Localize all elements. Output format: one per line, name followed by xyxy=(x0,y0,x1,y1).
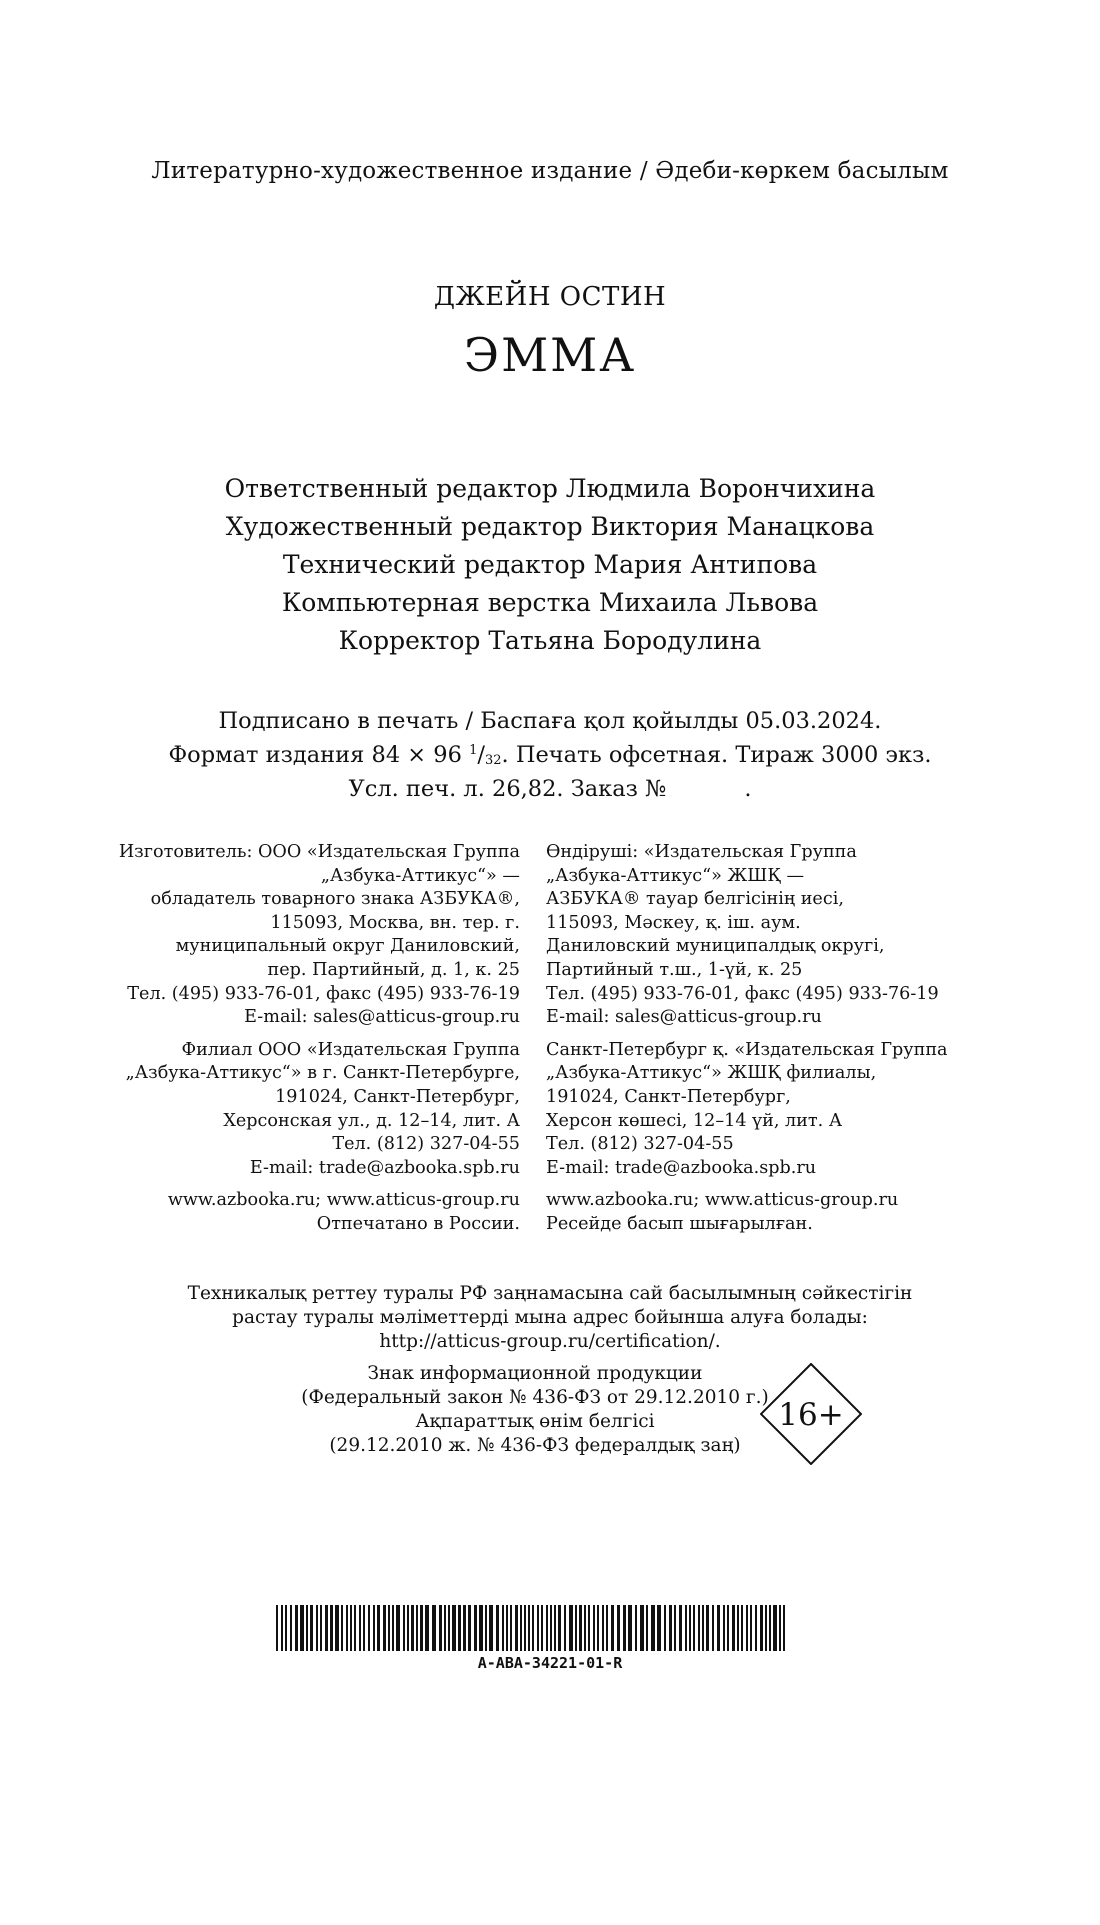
format-line xyxy=(0,736,1100,775)
barcode-bar xyxy=(444,1605,446,1651)
imprint-line: „Азбука-Аттикус“» — xyxy=(320,865,520,886)
publication-info xyxy=(0,707,1100,804)
imprint-kazakh xyxy=(546,841,1006,1237)
branch-kz xyxy=(546,1039,1006,1181)
branch-ru xyxy=(108,1039,520,1181)
barcode-bar xyxy=(377,1605,380,1651)
imprint-line: обладатель товарного знака АЗБУКА®, xyxy=(150,889,520,910)
barcode-bar xyxy=(479,1605,483,1651)
barcode-bar xyxy=(290,1605,292,1651)
barcode-bar xyxy=(306,1605,308,1651)
barcode-bar xyxy=(420,1605,423,1651)
age-rating-text: 16+ xyxy=(778,1397,844,1433)
web-kz xyxy=(546,1189,1006,1236)
barcode-bar xyxy=(310,1605,313,1651)
certification-line: http://atticus-group.ru/certification/. xyxy=(379,1331,721,1352)
barcode-bar xyxy=(416,1605,418,1651)
barcode-bar xyxy=(350,1605,352,1651)
barcode-bar xyxy=(506,1605,508,1651)
barcode-bar xyxy=(664,1605,666,1651)
barcode-bar xyxy=(698,1605,700,1651)
fraction-numerator: 1 xyxy=(469,743,478,758)
barcode-bar xyxy=(617,1605,620,1651)
barcode-bar xyxy=(554,1605,556,1651)
credits-block xyxy=(0,470,1100,660)
barcode-bar xyxy=(295,1605,298,1651)
imprint-line: Тел. (812) 327-04-55 xyxy=(546,1134,734,1155)
credit-line: Художественный редактор Виктория Манацкова xyxy=(225,512,875,541)
barcode-bar xyxy=(783,1605,785,1651)
barcode-bar xyxy=(732,1605,735,1651)
sheets-text: Усл. печ. л. 26,82. Заказ № xyxy=(348,776,667,802)
barcode-bar xyxy=(674,1605,676,1651)
imprint-line: Партийный т.ш., 1-үй, к. 25 xyxy=(546,959,803,980)
imprint-line: E-mail: trade@azbooka.spb.ru xyxy=(249,1157,520,1178)
barcode-bar xyxy=(737,1605,739,1651)
sheets-end: . xyxy=(744,776,752,802)
barcode-bar xyxy=(281,1605,283,1651)
manufacturer-ru xyxy=(108,841,520,1030)
barcode-bar xyxy=(363,1605,365,1651)
barcode-bar xyxy=(448,1605,450,1651)
format-suffix: . Печать офсетная. Тираж 3000 экз. xyxy=(501,742,932,768)
barcode-bar xyxy=(628,1605,632,1651)
imprint-line: 191024, Санкт-Петербург, xyxy=(275,1086,520,1107)
fraction-denominator: 32 xyxy=(484,753,502,768)
barcode-bar xyxy=(392,1605,394,1651)
info-sign-line: Ақпараттық өнім белгісі xyxy=(415,1411,655,1432)
barcode-bar xyxy=(550,1605,552,1651)
barcode-bar xyxy=(685,1605,687,1651)
barcode-bar xyxy=(388,1605,390,1651)
barcode-bar xyxy=(383,1605,386,1651)
barcode-bar xyxy=(646,1605,648,1651)
barcode xyxy=(274,1605,790,1651)
certification-line: растау туралы мәліметтерді мына адрес бойынша алуға болады: xyxy=(232,1307,868,1328)
barcode-bar xyxy=(689,1605,691,1651)
format-fraction: $^1/_{32}$ xyxy=(469,742,502,768)
barcode-bar xyxy=(354,1605,356,1651)
barcode-bar xyxy=(723,1605,725,1651)
barcode-bar xyxy=(452,1605,456,1651)
credit-line: Ответственный редактор Людмила Ворончихина xyxy=(224,474,876,503)
barcode-bar xyxy=(755,1605,757,1651)
barcode-bar xyxy=(712,1605,714,1651)
imprint-line: www.azbooka.ru; www.atticus-group.ru xyxy=(167,1190,520,1211)
barcode-bar xyxy=(765,1605,767,1651)
barcode-bar xyxy=(396,1605,400,1651)
imprint-russian xyxy=(108,841,520,1237)
barcode-bar xyxy=(569,1605,573,1651)
barcode-bar xyxy=(276,1605,278,1651)
imprint-line: 115093, Москва, вн. тер. г. xyxy=(270,912,520,933)
barcode-bar xyxy=(750,1605,752,1651)
barcode-bar xyxy=(463,1605,466,1651)
barcode-bar xyxy=(330,1605,333,1651)
barcode-bar xyxy=(515,1605,518,1651)
barcode-bar xyxy=(528,1605,530,1651)
certification-line: Техникалық реттеу туралы РФ заңнамасына сай басылымның сәйкестігін xyxy=(187,1283,913,1304)
barcode-bar xyxy=(359,1605,361,1651)
imprint-line: Филиал ООО «Издательская Группа xyxy=(181,1039,520,1060)
imprint-line: Ресейде басып шығарылған. xyxy=(546,1213,813,1234)
imprint-line: Өндіруші: «Издательская Группа xyxy=(546,842,857,862)
barcode-bar xyxy=(651,1605,655,1651)
barcode-bar xyxy=(741,1605,743,1651)
barcode-bar xyxy=(679,1605,682,1651)
barcode-bar xyxy=(606,1605,608,1651)
barcode-bar xyxy=(373,1605,375,1651)
barcode-bar xyxy=(439,1605,442,1651)
barcode-bar xyxy=(635,1605,637,1651)
barcode-bar xyxy=(623,1605,626,1651)
barcode-bar xyxy=(546,1605,548,1651)
barcode-bar xyxy=(537,1605,539,1651)
barcode-bar xyxy=(579,1605,582,1651)
imprint-line: www.azbooka.ru; www.atticus-group.ru xyxy=(546,1190,899,1211)
web-ru xyxy=(108,1189,520,1236)
credit-line: Компьютерная верстка Михаила Львова xyxy=(281,588,819,617)
imprint-line: „Азбука-Аттикус“» ЖШҚ — xyxy=(546,865,805,886)
info-sign-line: (Федеральный закон № 436-ФЗ от 29.12.2010 г.) xyxy=(301,1387,769,1408)
barcode-bar xyxy=(425,1605,429,1651)
imprint-line: пер. Партийный, д. 1, к. 25 xyxy=(267,959,520,980)
barcode-bar xyxy=(773,1605,777,1651)
barcode-bar xyxy=(584,1605,586,1651)
barcode-bar xyxy=(411,1605,414,1651)
info-sign-line: Знак информационной продукции xyxy=(367,1363,703,1384)
barcode-bar xyxy=(285,1605,287,1651)
imprint-line: E-mail: sales@atticus-group.ru xyxy=(244,1007,520,1028)
barcode-bar xyxy=(532,1605,534,1651)
imprint-line: E-mail: trade@azbooka.spb.ru xyxy=(546,1157,817,1178)
info-sign-block xyxy=(290,1362,780,1458)
barcode-bar xyxy=(588,1605,590,1651)
credit-line: Корректор Татьяна Бородулина xyxy=(338,626,762,655)
signed-line: Подписано в печать / Баспаға қол қойылды 05.03.2024. xyxy=(218,708,882,734)
imprint-line: Санкт-Петербург қ. «Издательская Группа xyxy=(546,1039,948,1060)
imprint-line: муниципальный округ Даниловский, xyxy=(175,936,520,957)
barcode-bar xyxy=(316,1605,318,1651)
barcode-bar xyxy=(300,1605,304,1651)
imprint-line: 115093, Мәскеу, қ. іш. аум. xyxy=(546,912,801,933)
barcode-bar xyxy=(341,1605,343,1651)
imprint-line: Тел. (495) 933-76-01, факс (495) 933-76-19 xyxy=(546,983,939,1004)
imprint-line: 191024, Санкт-Петербург, xyxy=(546,1086,791,1107)
info-sign-line: (29.12.2010 ж. № 436-ФЗ федералдық заң) xyxy=(329,1435,741,1456)
format-prefix: Формат издания 84 × 96 xyxy=(168,742,462,768)
barcode-bar xyxy=(368,1605,370,1651)
barcode-bar xyxy=(769,1605,771,1651)
barcode-bar xyxy=(407,1605,409,1651)
imprint-line: Отпечатано в России. xyxy=(316,1213,520,1234)
barcode-bar xyxy=(335,1605,339,1651)
barcode-bar xyxy=(575,1605,577,1651)
age-rating-badge xyxy=(760,1363,862,1465)
barcode-bar xyxy=(346,1605,348,1651)
barcode-bar xyxy=(558,1605,561,1651)
sheets-line xyxy=(0,775,1100,804)
barcode-bar xyxy=(611,1605,614,1651)
imprint-line: Херсонская ул., д. 12–14, лит. А xyxy=(223,1110,520,1131)
barcode-bar xyxy=(489,1605,493,1651)
barcode-bar xyxy=(779,1605,781,1651)
barcode-bar xyxy=(746,1605,748,1651)
barcode-bar xyxy=(693,1605,695,1651)
barcode-bar xyxy=(706,1605,709,1651)
barcode-label: A-ABA-34221-01-R xyxy=(477,1654,623,1672)
barcode-bar xyxy=(485,1605,487,1651)
barcode-bar xyxy=(602,1605,604,1651)
barcode-bar xyxy=(760,1605,763,1651)
barcode-bar xyxy=(320,1605,322,1651)
barcode-bar xyxy=(403,1605,405,1651)
barcode-bar xyxy=(640,1605,644,1651)
barcode-bar xyxy=(564,1605,566,1651)
barcode-bar xyxy=(458,1605,461,1651)
barcode-bar xyxy=(717,1605,720,1651)
imprint-line: Тел. (495) 933-76-01, факс (495) 933-76-19 xyxy=(127,983,520,1004)
manufacturer-kz xyxy=(546,841,1006,1030)
barcode-bar xyxy=(496,1605,499,1651)
certification-block xyxy=(0,1282,1100,1354)
barcode-bar xyxy=(432,1605,436,1651)
barcode-bar xyxy=(468,1605,471,1651)
book-title: ЭММА xyxy=(463,328,637,382)
imprint-line: АЗБУКА® тауар белгісінің иесі, xyxy=(546,889,844,910)
imprint-line: „Азбука-Аттикус“» в г. Санкт-Петербурге, xyxy=(125,1063,520,1084)
barcode-bar xyxy=(727,1605,729,1651)
author-name: ДЖЕЙН ОСТИН xyxy=(433,282,667,312)
imprint-line: Херсон көшесі, 12–14 үй, лит. А xyxy=(546,1110,843,1131)
barcode-bar xyxy=(657,1605,661,1651)
credit-line: Технический редактор Мария Антипова xyxy=(282,550,818,579)
barcode-bar xyxy=(541,1605,543,1651)
barcode-bar xyxy=(510,1605,512,1651)
barcode-bar xyxy=(597,1605,599,1651)
imprint-line: E-mail: sales@atticus-group.ru xyxy=(546,1007,822,1028)
imprint-line: Тел. (812) 327-04-55 xyxy=(332,1134,520,1155)
barcode-bar xyxy=(325,1605,328,1651)
barcode-bar xyxy=(502,1605,504,1651)
barcode-bar xyxy=(702,1605,704,1651)
barcode-bar xyxy=(593,1605,595,1651)
barcode-bar xyxy=(520,1605,522,1651)
barcode-bar xyxy=(524,1605,526,1651)
barcode-bar xyxy=(474,1605,477,1651)
series-label: Литературно-художественное издание / Әдеби-көркем басылым xyxy=(151,158,949,184)
imprint-line: Даниловский муниципалдық округі, xyxy=(546,936,885,957)
barcode-bar xyxy=(669,1605,672,1651)
imprint-line: „Азбука-Аттикус“» ЖШҚ филиалы, xyxy=(546,1063,877,1084)
imprint-line: Изготовитель: ООО «Издательская Группа xyxy=(118,842,520,862)
